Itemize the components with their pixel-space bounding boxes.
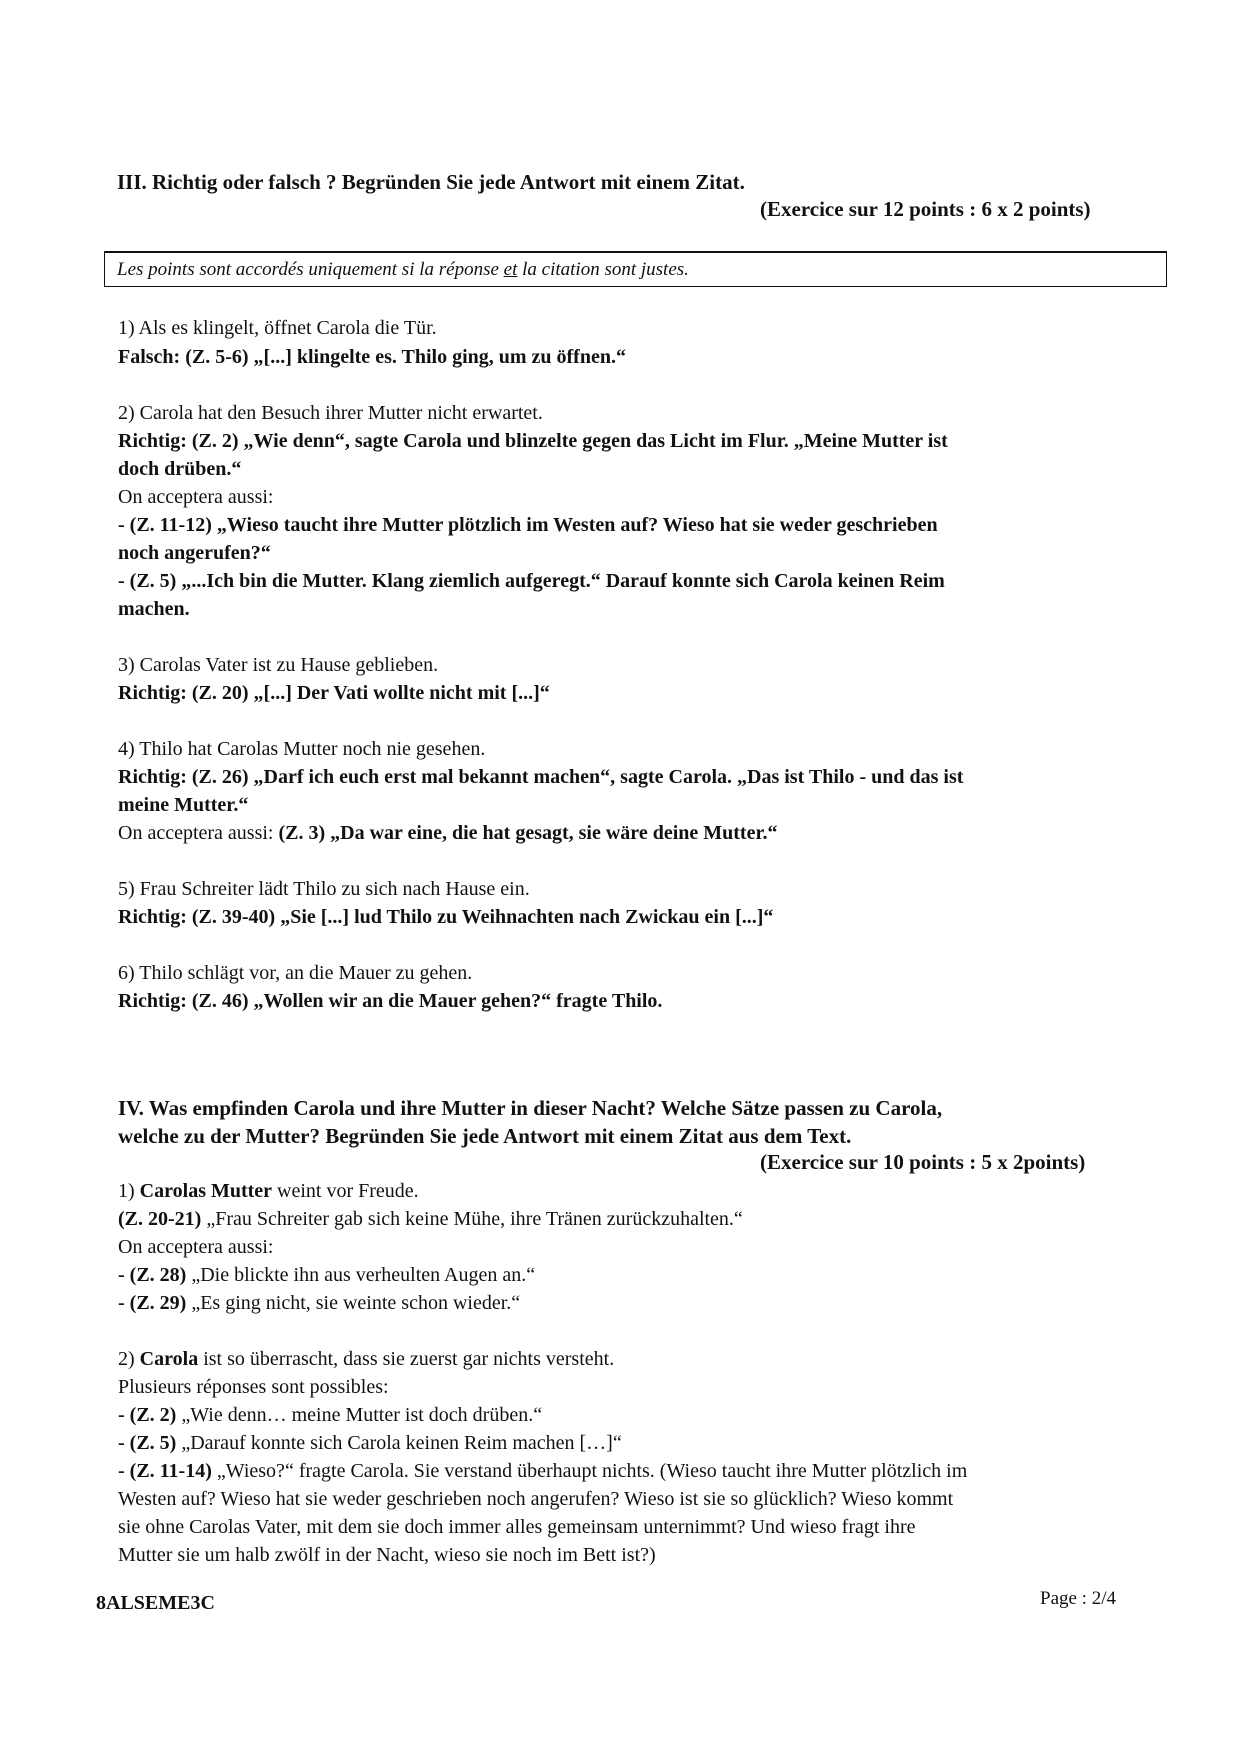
section-4-item-2-quote-2: - (Z. 5) „Darauf konnte sich Carola keinen Reim machen […]“	[118, 1432, 622, 1454]
section-4-item-2-alternatives-label: Plusieurs réponses sont possibles:	[118, 1376, 389, 1398]
answer-5: Richtig: (Z. 39-40) „Sie [...] lud Thilo zu Weihnachten nach Zwickau ein [...]“	[118, 906, 774, 928]
scoring-note: Les points sont accordés uniquement si la réponse et la citation sont justes.	[117, 259, 689, 280]
section-4-item-2-quote-3-line-2: Westen auf? Wieso hat sie weder geschrieben noch angerufen? Wieso ist sie so glücklich? Wieso kommt	[118, 1488, 954, 1510]
section-4-item-1-quote-2: - (Z. 28) „Die blickte ihn aus verheulten Augen an.“	[118, 1264, 536, 1286]
answer-2-line-1: Richtig: (Z. 2) „Wie denn“, sagte Carola und blinzelte gegen das Licht im Flur. „Meine Mutter ist	[118, 430, 948, 452]
page-number: Page : 2/4	[1040, 1588, 1116, 1609]
answer-2-alt-2-line-2: machen.	[118, 598, 190, 620]
section-3-title: III. Richtig oder falsch ? Begründen Sie jede Antwort mit einem Zitat.	[117, 170, 745, 194]
answer-6: Richtig: (Z. 46) „Wollen wir an die Mauer gehen?“ fragte Thilo.	[118, 990, 663, 1012]
answer-2-alt-1-line-2: noch angerufen?“	[118, 542, 271, 564]
section-4-item-2-quote-3-line-3: sie ohne Carolas Vater, mit dem sie doch immer alles gemeinsam unternimmt? Und wieso fragt ihre	[118, 1516, 916, 1538]
question-6: 6) Thilo schlägt vor, an die Mauer zu gehen.	[118, 962, 473, 984]
section-4-item-1: 1) Carolas Mutter weint vor Freude.	[118, 1180, 419, 1202]
question-2: 2) Carola hat den Besuch ihrer Mutter nicht erwartet.	[118, 402, 543, 424]
answer-2-alt-2-line-1: - (Z. 5) „...Ich bin die Mutter. Klang ziemlich aufgeregt.“ Darauf konnte sich Carola keinen Reim	[118, 570, 945, 592]
answer-2-line-2: doch drüben.“	[118, 458, 242, 480]
answer-4-alternative: On acceptera aussi: (Z. 3) „Da war eine, die hat gesagt, sie wäre deine Mutter.“	[118, 822, 778, 844]
section-4-item-2-quote-1: - (Z. 2) „Wie denn… meine Mutter ist doch drüben.“	[118, 1404, 543, 1426]
question-5: 5) Frau Schreiter lädt Thilo zu sich nach Hause ein.	[118, 878, 530, 900]
answer-2-alternatives-label: On acceptera aussi:	[118, 486, 274, 508]
section-4-title-line-1: IV. Was empfinden Carola und ihre Mutter in dieser Nacht? Welche Sätze passen zu Carola,	[118, 1096, 943, 1120]
question-3: 3) Carolas Vater ist zu Hause geblieben.	[118, 654, 439, 676]
answer-2-alt-1-line-1: - (Z. 11-12) „Wieso taucht ihre Mutter plötzlich im Westen auf? Wieso hat sie weder geschrieben	[118, 514, 938, 536]
section-4-item-1-quote-3: - (Z. 29) „Es ging nicht, sie weinte schon wieder.“	[118, 1292, 521, 1314]
section-4-item-2-quote-3-line-4: Mutter sie um halb zwölf in der Nacht, wieso sie noch im Bett ist?)	[118, 1544, 656, 1566]
section-4-title-line-2: welche zu der Mutter? Begründen Sie jede Antwort mit einem Zitat aus dem Text.	[118, 1124, 852, 1148]
section-4-points: (Exercice sur 10 points : 5 x 2points)	[760, 1150, 1086, 1174]
answer-4-line-1: Richtig: (Z. 26) „Darf ich euch erst mal bekannt machen“, sagte Carola. „Das ist Thilo - und das ist	[118, 766, 964, 788]
question-1: 1) Als es klingelt, öffnet Carola die Tür.	[118, 317, 437, 339]
scoring-note-box	[104, 251, 1167, 287]
answer-3: Richtig: (Z. 20) „[...] Der Vati wollte nicht mit [...]“	[118, 682, 550, 704]
document-code: 8ALSEME3C	[96, 1592, 215, 1614]
answer-1: Falsch: (Z. 5-6) „[...] klingelte es. Thilo ging, um zu öffnen.“	[118, 346, 626, 368]
section-4-item-2-quote-3-line-1: - (Z. 11-14) „Wieso?“ fragte Carola. Sie verstand überhaupt nichts. (Wieso taucht ihre Mutter plötzlich im	[118, 1460, 968, 1482]
section-4-item-1-quote-1: (Z. 20-21) „Frau Schreiter gab sich keine Mühe, ihre Tränen zurückzuhalten.“	[118, 1208, 743, 1230]
section-4-item-2: 2) Carola ist so überrascht, dass sie zuerst gar nichts versteht.	[118, 1348, 615, 1370]
answer-4-line-2: meine Mutter.“	[118, 794, 249, 816]
section-4-item-1-alternatives-label: On acceptera aussi:	[118, 1236, 274, 1258]
section-3-points: (Exercice sur 12 points : 6 x 2 points)	[760, 197, 1091, 221]
question-4: 4) Thilo hat Carolas Mutter noch nie gesehen.	[118, 738, 486, 760]
